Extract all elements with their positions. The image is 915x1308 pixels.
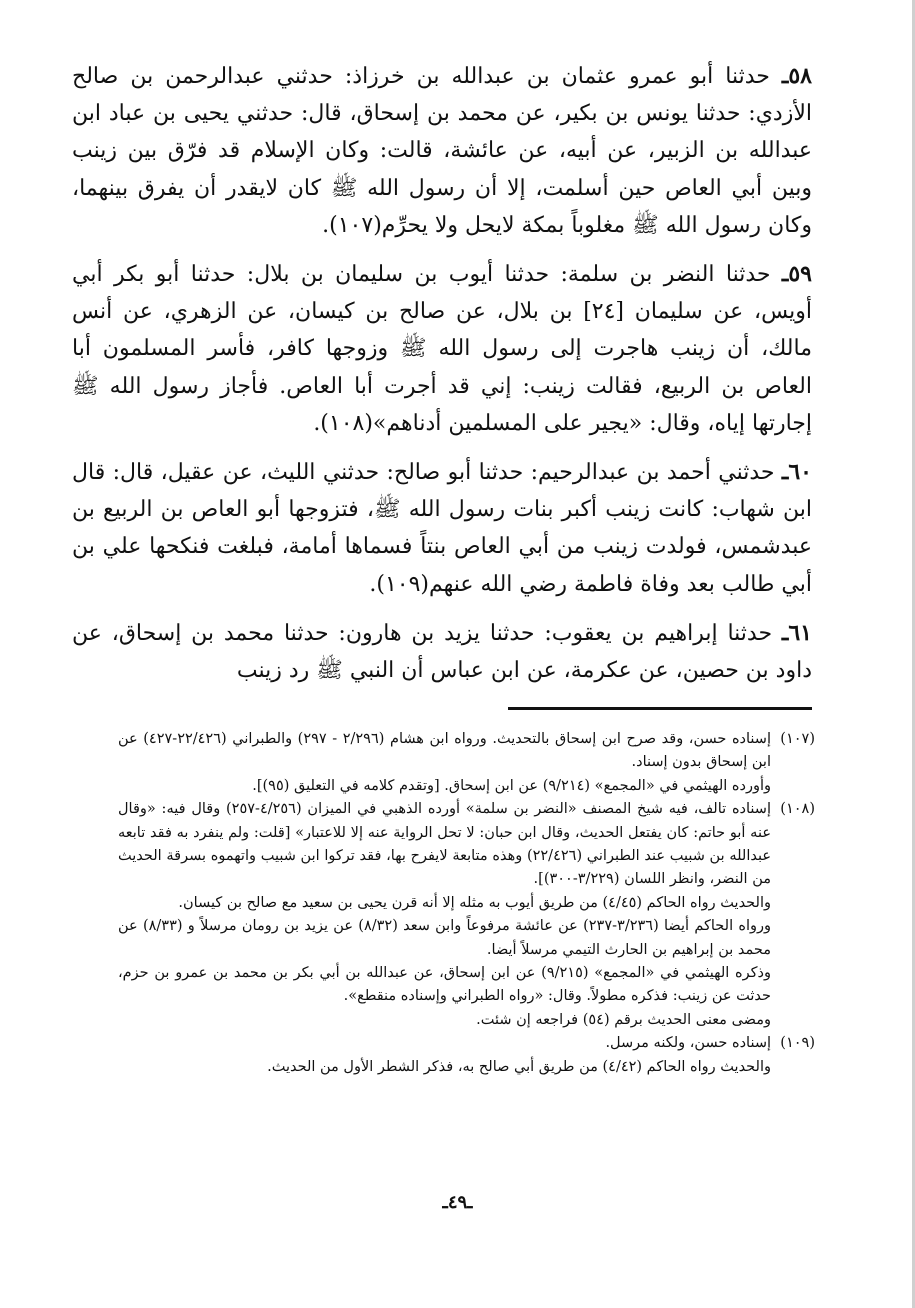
hadith-61 [72, 615, 812, 689]
footnote-separator [508, 707, 812, 710]
page-number: ـ٤٩ـ [442, 1192, 473, 1213]
footnotes [118, 728, 815, 1079]
footnote-line: ومضى معنى الحديث برقم (٥٤) فراجعه إن شئت. [476, 1011, 771, 1028]
footnote-line: إسناده حسن، ولكنه مرسل. [605, 1035, 771, 1052]
hadith-58 [72, 58, 812, 244]
hadith-text: حدثني أحمد بن عبدالرحيم: حدثنا أبو صالح: حدثني الليث، عن عقيل، قال: قال ابن شهاب: كانت زينب أكبر بنات رسول الله ﷺ، فتزوجها أبو العاص بن الربيع بن عبدشمس، فولدت زينب من أبي العاص بنتاً فسماها أمامة، فبلغت فنكحها علي بن أبي طالب بعد وفاة فاطمة رضي الله عنهم(١٠٩). [72, 460, 812, 597]
footnote-109 [118, 1032, 815, 1079]
footnote-body [118, 1032, 771, 1079]
footnote-108 [118, 798, 815, 1032]
footnote-body [118, 728, 771, 798]
hadith-60 [72, 454, 812, 603]
footnote-line: إسناده تالف، فيه شيخ المصنف «النضر بن سلمة» أورده الذهبي في الميزان (٤/٢٥٦-٢٥٧) وقال فيه: «وقال عنه أبو حاتم: كان يفتعل الحديث، وقال ابن حبان: لا تحل الرواية عنه إلا للاعتبار» [قلت: ولم ينفرد به فقد تابعه عبدالله بن شبيب عند الطبراني (٢٢/٤٢٦) وهذه متابعة لايفرح بها، فقد تركوا ابن شبيب واتهموه بسرقة الحديث من النضر، وانظر اللسان (٣/٢٢٩-٣٠٠)]. [118, 801, 771, 888]
main-text [72, 58, 812, 701]
hadith-text: حدثنا النضر بن سلمة: حدثنا أيوب بن سليمان بن بلال: حدثنا أبو بكر أبي أويس، عن سليمان [٢٤] بن بلال، عن صالح بن كيسان، عن الزهري، عن أنس مالك، أن زينب هاجرت إلى رسول الله ﷺ وزوجها كافر، فأسر المسلمون أبا العاص بن الربيع، فقالت زينب: إني قد أجرت أبا العاص. فأجاز رسول الله ﷺ إجارتها إياه، وقال: «يجير على المسلمين أدناهم»(١٠٨). [72, 262, 812, 436]
footnote-line: والحديث رواه الحاكم (٤/٤٥) من طريق أيوب به مثله إلا أنه قرن يحيى بن سعيد مع صالح بن كيسان. [178, 894, 771, 911]
footnote-line: وذكره الهيثمي في «المجمع» (٩/٢١٥) عن ابن إسحاق، عن عبدالله بن أبي بكر بن محمد بن عمرو بن حزم، حدثت عن زينب: فذكره مطولاً. وقال: «رواه الطبراني وإسناده منقطع». [118, 965, 771, 1005]
hadith-text: حدثنا إبراهيم بن يعقوب: حدثنا يزيد بن هارون: حدثنا محمد بن إسحاق، عن داود بن حصين، عن عكرمة، عن ابن عباس أن النبي ﷺ رد زينب [72, 620, 812, 684]
footnote-line: إسناده حسن، وقد صرح ابن إسحاق بالتحديث. ورواه ابن هشام (٢/٢٩٦ - ٢٩٧) والطبراني (٢٢/٤٢٦-٤٢٧) عن ابن إسحاق بدون إسناد. [118, 731, 771, 771]
footnote-body [118, 798, 771, 1032]
footnote-number: (١٠٨) [780, 801, 815, 818]
footnote-107 [118, 728, 815, 798]
hadith-number: ٥٩ـ [781, 261, 812, 288]
hadith-number: ٦١ـ [781, 619, 812, 646]
hadith-number: ٥٨ـ [781, 63, 812, 89]
hadith-59 [72, 256, 812, 442]
footnote-line: ورواه الحاكم أيضا (٣/٢٣٦-٢٣٧) عن عائشة مرفوعاً وابن سعد (٨/٣٢) عن يزيد بن رومان مرسلاً و (٨/٣٣) عن محمد بن إبراهيم بن الحارث التيمي مرسلاً أيضا. [118, 918, 772, 958]
hadith-text: حدثنا أبو عمرو عثمان بن عبدالله بن خرزاذ: حدثني عبدالرحمن بن صالح الأزدي: حدثنا يونس بن بكير، عن محمد بن إسحاق، قال: حدثني يحيى بن عباد ابن عبدالله بن الزبير، عن أبيه، عن عائشة، قالت: وكان الإسلام قد فرّق بين زينب وبين أبي العاص حين أسلمت، إلا أن رسول الله ﷺ كان لايقدر أن يفرق بينهما، وكان رسول الله ﷺ مغلوباً بمكة لايحل ولا يحرِّم(١٠٧). [72, 64, 812, 238]
footnote-line: والحديث رواه الحاكم (٤/٤٢) من طريق أبي صالح به، فذكر الشطر الأول من الحديث. [267, 1058, 771, 1075]
footnote-line: وأورده الهيثمي في «المجمع» (٩/٢١٤) عن ابن إسحاق. [وتقدم كلامه في التعليق (٩٥)]. [252, 777, 771, 794]
hadith-number: ٦٠ـ [781, 459, 812, 486]
footnote-number: (١٠٧) [780, 731, 815, 747]
footnote-number: (١٠٩) [780, 1035, 815, 1052]
